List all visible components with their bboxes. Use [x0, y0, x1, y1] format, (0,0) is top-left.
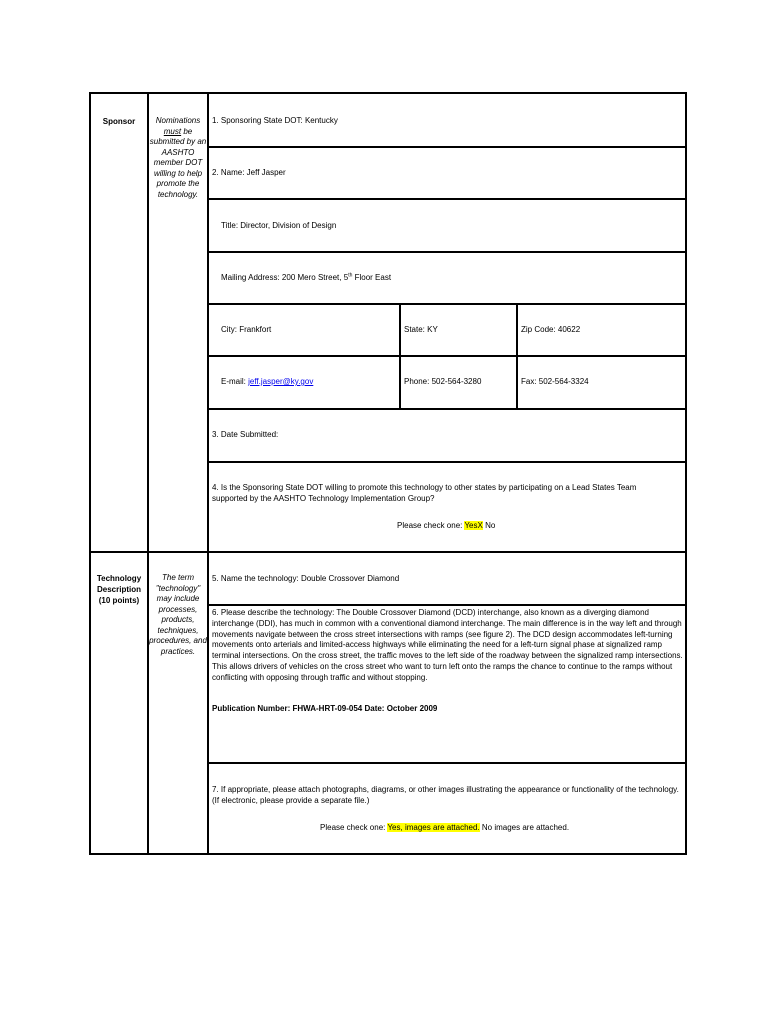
- question-7-check: [320, 823, 660, 834]
- question-4-no-option[interactable]: No: [482, 521, 496, 530]
- phone-field: Phone: 502-564-3280: [404, 377, 482, 386]
- sponsor-note: [149, 116, 207, 200]
- row-divider: [207, 461, 687, 463]
- email-label: E-mail:: [221, 377, 249, 386]
- row-divider: [207, 198, 687, 200]
- question-4-check-prefix: Please check one:: [397, 521, 465, 530]
- question-1-sponsoring-state: 1. Sponsoring State DOT: Kentucky: [212, 116, 338, 125]
- email-link[interactable]: jeff.jasper@ky.gov: [248, 377, 314, 386]
- row-divider: [207, 408, 687, 410]
- zip-field: Zip Code: 40622: [521, 325, 581, 334]
- subcolumn-divider: [399, 303, 401, 410]
- sponsor-note-suffix: be submitted by an AASHTO member DOT willing to help promote the technology.: [149, 126, 207, 199]
- mailing-address-prefix: Mailing Address: 200 Mero Street, 5: [221, 273, 349, 282]
- question-7-check-prefix: Please check one:: [320, 823, 388, 832]
- row-divider: [207, 251, 687, 253]
- question-6-description: 6. Please describe the technology: The Double Crossover Diamond (DCD) interchange, also known as a diverging diamond interchange (DDI), has much in common with a conventional diamond interchange. The main difference is in the way left and through movements navigate between the cross street intersections with ramps (see figure 2). The DCD design accommodates left-turning movements onto arterials and limited-access highways while eliminating the need for a left-turn signal phase at signalized ramp terminal intersections. On the cross street, the traffic moves to the left side of the roadway between the signalized ramp intersections. This allows drivers of vehicles on the cross street who want to turn left onto the ramps the chance to continue to the ramps without conflicting with opposing through traffic and without stopping.: [212, 608, 683, 682]
- column-divider-1: [147, 92, 149, 855]
- question-4-check: [397, 521, 597, 532]
- section-divider: [89, 551, 687, 553]
- row-divider: [207, 762, 687, 764]
- table-border-bottom: [89, 853, 687, 855]
- mailing-address-sup: th: [348, 272, 353, 279]
- row-divider: [207, 355, 687, 357]
- table-border-left: [89, 92, 91, 855]
- sponsor-title: Title: Director, Division of Design: [221, 221, 337, 230]
- technology-description-label: Technology Description (10 points): [96, 574, 142, 605]
- question-3-date-submitted: 3. Date Submitted:: [212, 430, 279, 439]
- technology-note: The term "technology" may include processes, products, techniques, procedures, and practices.: [149, 573, 207, 656]
- subcolumn-divider: [516, 303, 518, 410]
- publication-number: Publication Number: FHWA-HRT-09-054 Date: October 2009: [212, 704, 438, 713]
- question-7-images: 7. If appropriate, please attach photographs, diagrams, or other images illustrating the appearance or functionality of the technology. (If electronic, please provide a separate file.): [212, 785, 679, 805]
- sponsor-note-must: must: [163, 126, 182, 136]
- email-field: [221, 377, 397, 388]
- question-4-promote: 4. Is the Sponsoring State DOT willing to promote this technology to other states by participating on a Lead States Team supported by the AASHTO Technology Implementation Group?: [212, 483, 637, 503]
- sponsor-label: Sponsor: [102, 117, 136, 126]
- column-divider-2: [207, 92, 209, 855]
- question-2-name: 2. Name: Jeff Jasper: [212, 168, 286, 177]
- row-divider: [207, 604, 687, 606]
- row-divider: [207, 146, 687, 148]
- mailing-address: [221, 273, 681, 284]
- table-border-top: [89, 92, 687, 94]
- sponsor-note-prefix: Nominations: [155, 116, 201, 125]
- question-5-technology-name: 5. Name the technology: Double Crossover Diamond: [212, 574, 400, 583]
- row-divider: [207, 303, 687, 305]
- city-field: City: Frankfort: [221, 325, 272, 334]
- state-field: State: KY: [404, 325, 438, 334]
- fax-field: Fax: 502-564-3324: [521, 377, 589, 386]
- question-7-no-option[interactable]: No images are attached.: [479, 823, 570, 832]
- mailing-address-suffix: Floor East: [352, 273, 392, 282]
- question-4-yes-option[interactable]: YesX: [464, 521, 483, 530]
- question-7-yes-option[interactable]: Yes, images are attached.: [387, 823, 480, 832]
- table-border-right: [685, 92, 687, 855]
